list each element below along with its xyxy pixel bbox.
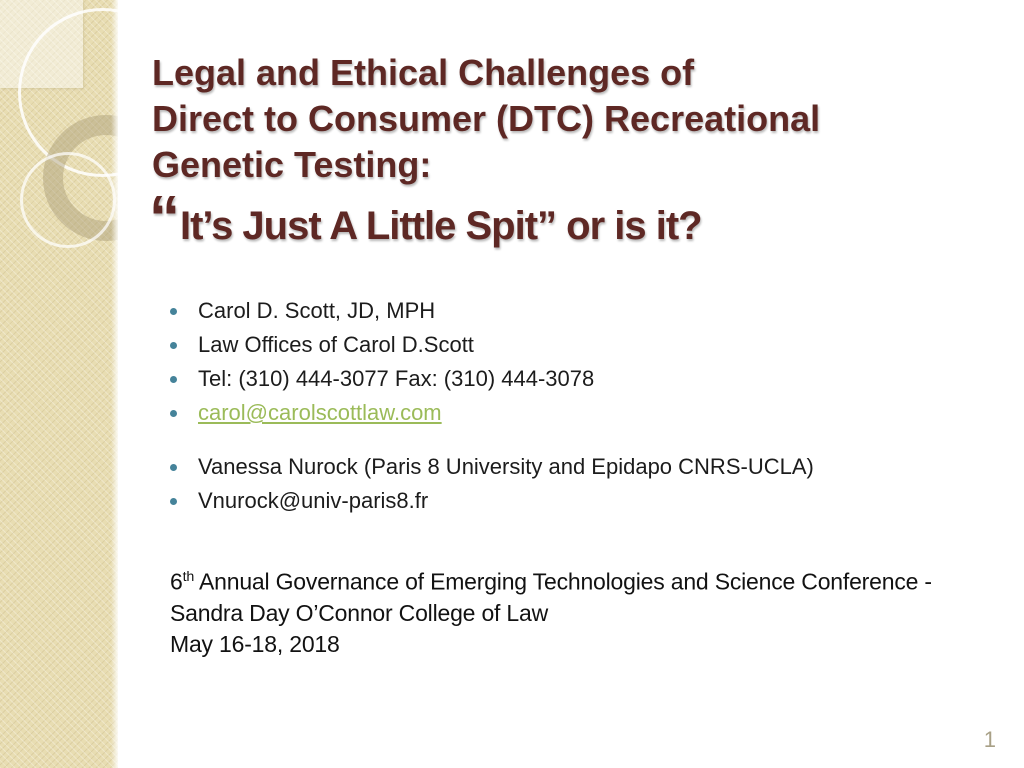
footer-number: 6 bbox=[170, 568, 183, 595]
bullet-text-phone: Tel: (310) 444-3077 Fax: (310) 444-3078 bbox=[198, 366, 595, 391]
footer-ordinal-suffix: th bbox=[182, 569, 195, 585]
bullet-dot-icon bbox=[170, 498, 177, 505]
conference-footer bbox=[170, 562, 932, 660]
subtitle-text: It’s Just A Little Spit” or is it? bbox=[180, 203, 702, 248]
list-item bbox=[170, 294, 814, 328]
decorative-sidebar bbox=[0, 0, 118, 768]
list-item bbox=[170, 396, 814, 430]
bullet-dot-icon bbox=[170, 410, 177, 417]
sidebar-edge-highlight bbox=[111, 0, 118, 768]
bullet-dot-icon bbox=[170, 342, 177, 349]
bullet-dot-icon bbox=[170, 376, 177, 383]
small-thin-circle-decoration bbox=[20, 152, 116, 248]
slide-content bbox=[118, 0, 1024, 768]
title-line-1: Legal and Ethical Challenges of bbox=[152, 52, 695, 94]
footer-line-1 bbox=[170, 562, 932, 598]
bullet-group-carol bbox=[170, 294, 814, 430]
footer-line-3: May 16-18, 2018 bbox=[170, 630, 340, 657]
contact-bullets bbox=[170, 294, 814, 518]
title-line-2: Direct to Consumer (DTC) Recreational bbox=[152, 98, 821, 140]
bullet-group-vanessa bbox=[170, 450, 814, 518]
footer-line-2: Sandra Day O’Connor College of Law bbox=[170, 599, 549, 626]
footer-conference-name: Annual Governance of Emerging Technologies and Science Conference - bbox=[194, 568, 932, 595]
bullet-text-office: Law Offices of Carol D.Scott bbox=[198, 332, 474, 357]
bullet-text-vanessa: Vanessa Nurock (Paris 8 University and Epidapo CNRS-UCLA) bbox=[198, 454, 814, 479]
bullet-text-vanessa-email: Vnurock@univ-paris8.fr bbox=[198, 488, 429, 513]
list-item bbox=[170, 450, 814, 484]
slide-page-number: 1 bbox=[983, 727, 996, 752]
list-item bbox=[170, 484, 814, 518]
title-line-3: Genetic Testing: bbox=[152, 144, 432, 186]
list-item bbox=[170, 328, 814, 362]
bullet-text-name: Carol D. Scott, JD, MPH bbox=[198, 298, 436, 323]
large-open-quote-mark: “ bbox=[149, 183, 180, 253]
bullet-dot-icon bbox=[170, 464, 177, 471]
slide-title bbox=[152, 50, 820, 188]
bullet-dot-icon bbox=[170, 308, 177, 315]
slide-subtitle bbox=[149, 183, 702, 253]
email-link[interactable]: carol@carolscottlaw.com bbox=[198, 400, 442, 425]
list-item bbox=[170, 362, 814, 396]
